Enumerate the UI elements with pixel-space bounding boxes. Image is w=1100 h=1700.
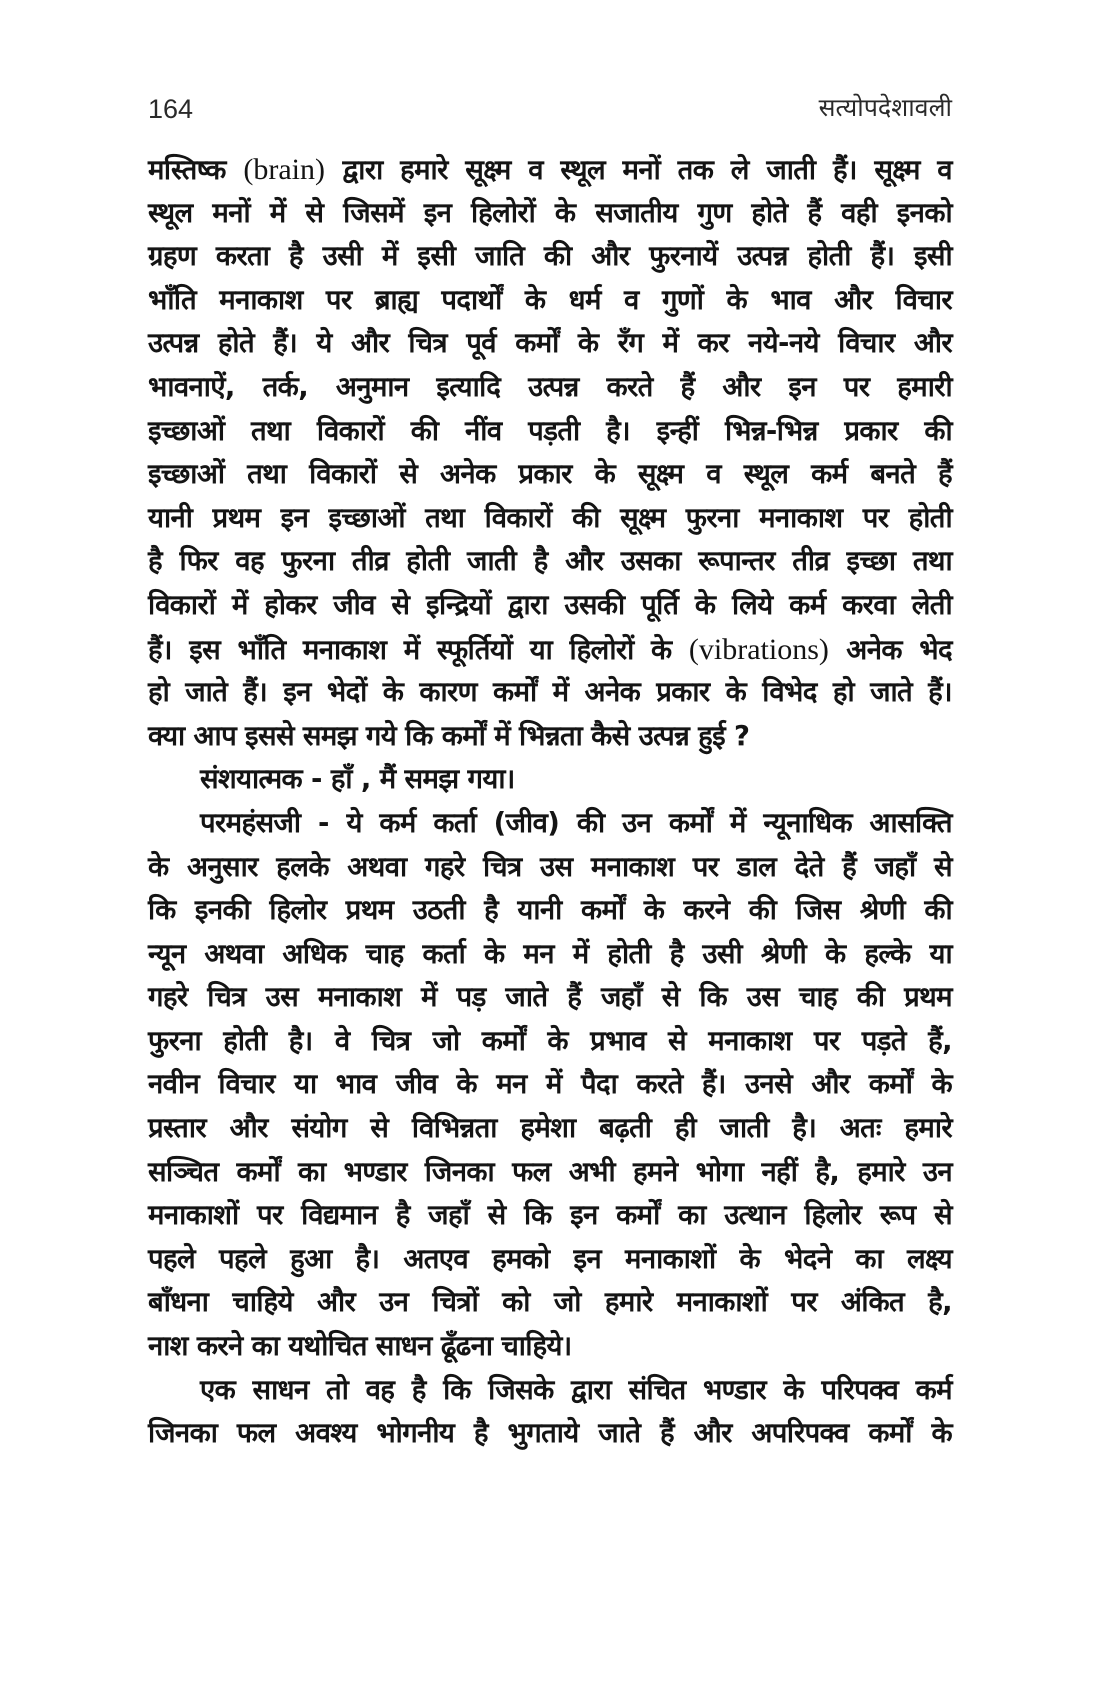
line-text: यानी प्रथम इन इच्छाओं तथा विकारों की सूक्ष्म फुरना मनाकाश पर होती [148,501,952,534]
line-text: नाश करने का यथोचित साधन ढूँढना चाहिये। [148,1330,572,1363]
text-line [148,1063,952,1107]
line-text: एक साधन तो वह है कि जिसके द्वारा संचित भण्डार के परिपक्व कर्म [200,1373,952,1406]
line-text: हो जाते हैं। इन भेदों के कारण कर्मों में अनेक प्रकार के विभेद हो जाते हैं। [148,676,952,709]
text-line [148,322,952,366]
line-text: जिनका फल अवश्य भोगनीय है भुगताये जाते हैं और अपरिपक्व कर्मों के [148,1417,952,1450]
line-text: क्या आप इससे समझ गये कि कर्मों में भिन्नता कैसे उत्पन्न हुई ? [148,719,750,752]
text-line [148,628,952,672]
paragraph [148,758,952,802]
text-line [148,235,952,279]
text-line [148,1369,952,1413]
text-line [148,540,952,584]
line-text: इच्छाओं तथा विकारों की नींव पड़ती है। इन्हीं भिन्न-भिन्न प्रकार की [148,414,952,447]
text-line [148,1412,952,1456]
line-text: उत्पन्न होते हैं। ये और चित्र पूर्व कर्मों के रँग में कर नये-नये विचार और [148,327,952,360]
text-line [148,1151,952,1195]
line-text: फुरना होती है। वे चित्र जो कर्मों के प्रभाव से मनाकाश पर पड़ते हैं, [148,1024,952,1057]
text-line [148,584,952,628]
line-text: अनेक भेद [828,633,952,666]
line-text: संशयात्मक - हाँ , मैं समझ गया। [200,763,515,796]
line-text: प्रस्तार और संयोग से विभिन्नता हमेशा बढ़ती ही जाती है। अतः हमारे [148,1112,952,1145]
text-line [148,410,952,454]
line-text: हैं। इस भाँति मनाकाश में स्फूर्तियों या हिलोरों के [148,633,689,666]
text-line [148,976,952,1020]
text-line [148,758,952,802]
line-text: भाँति मनाकाश पर ब्राह्य पदार्थों के धर्म व गुणों के भाव और विचार [148,283,952,316]
text-line [148,1020,952,1064]
page-number: 164 [148,94,194,124]
line-text: इच्छाओं तथा विकारों से अनेक प्रकार के सूक्ष्म व स्थूल कर्म बनते हैं [148,458,952,491]
paragraph [148,802,952,1369]
line-text: मस्तिष्क [148,154,244,186]
text-line [148,279,952,323]
line-text: नवीन विचार या भाव जीव के मन में पैदा करते हैं। उनसे और कर्मों के [148,1068,952,1101]
line-text: द्वारा हमारे सूक्ष्म व स्थूल मनों तक ले जाती हैं। सूक्ष्म व [324,154,952,186]
line-text: के अनुसार हलके अथवा गहरे चित्र उस मनाकाश पर डाल देते हैं जहाँ से [148,850,952,883]
line-text: सञ्चित कर्मों का भण्डार जिनका फल अभी हमने भोगा नहीं है, हमारे उन [148,1155,952,1188]
text-line [148,715,952,759]
line-text: मनाकाशों पर विद्यमान है जहाँ से कि इन कर्मों का उत्थान हिलोर रूप से [148,1199,952,1232]
text-line [148,1238,952,1282]
text-line [148,1281,952,1325]
line-text: न्यून अथवा अधिक चाह कर्ता के मन में होती है उसी श्रेणी के हल्के या [148,937,952,970]
text-line [148,1107,952,1151]
line-text: भावनाऐं, तर्क, अनुमान इत्यादि उत्पन्न करते हैं और इन पर हमारी [148,370,952,403]
paragraph [148,1369,952,1456]
running-title: सत्योपदेशावली [818,93,952,122]
text-line [148,453,952,497]
english-gloss: (brain) [243,153,325,186]
line-text: ग्रहण करता है उसी में इसी जाति की और फुरनायें उत्पन्न होती हैं। इसी [148,240,952,273]
text-line [148,802,952,846]
line-text: गहरे चित्र उस मनाकाश में पड़ जाते हैं जहाँ से कि उस चाह की प्रथम [148,981,952,1014]
text-line [148,933,952,977]
text-line [148,671,952,715]
text-line [148,889,952,933]
paragraph [148,148,952,758]
line-text: है फिर वह फुरना तीव्र होती जाती है और उसका रूपान्तर तीव्र इच्छा तथा [148,545,952,578]
text-line [148,148,952,192]
text-line [148,192,952,236]
text-line [148,1194,952,1238]
text-line [148,366,952,410]
line-text: कि इनकी हिलोर प्रथम उठती है यानी कर्मों के करने की जिस श्रेणी की [148,894,952,927]
line-text: विकारों में होकर जीव से इन्द्रियों द्वारा उसकी पूर्ति के लिये कर्म करवा लेती [148,588,952,621]
text-line [148,846,952,890]
page-header [148,90,952,134]
body-text [148,148,952,1456]
line-text: पहले पहले हुआ है। अतएव हमको इन मनाकाशों के भेदने का लक्ष्य [148,1242,952,1275]
line-text: बाँधना चाहिये और उन चित्रों को जो हमारे मनाकाशों पर अंकित है, [148,1286,952,1319]
text-line [148,497,952,541]
text-line [148,1325,952,1369]
line-text: परमहंसजी - ये कर्म कर्ता (जीव) की उन कर्मों में न्यूनाधिक आसक्ति [200,806,952,839]
line-text: स्थूल मनों में से जिसमें इन हिलोरों के सजातीय गुण होते हैं वही इनको [148,196,952,229]
english-gloss: (vibrations) [688,632,829,666]
